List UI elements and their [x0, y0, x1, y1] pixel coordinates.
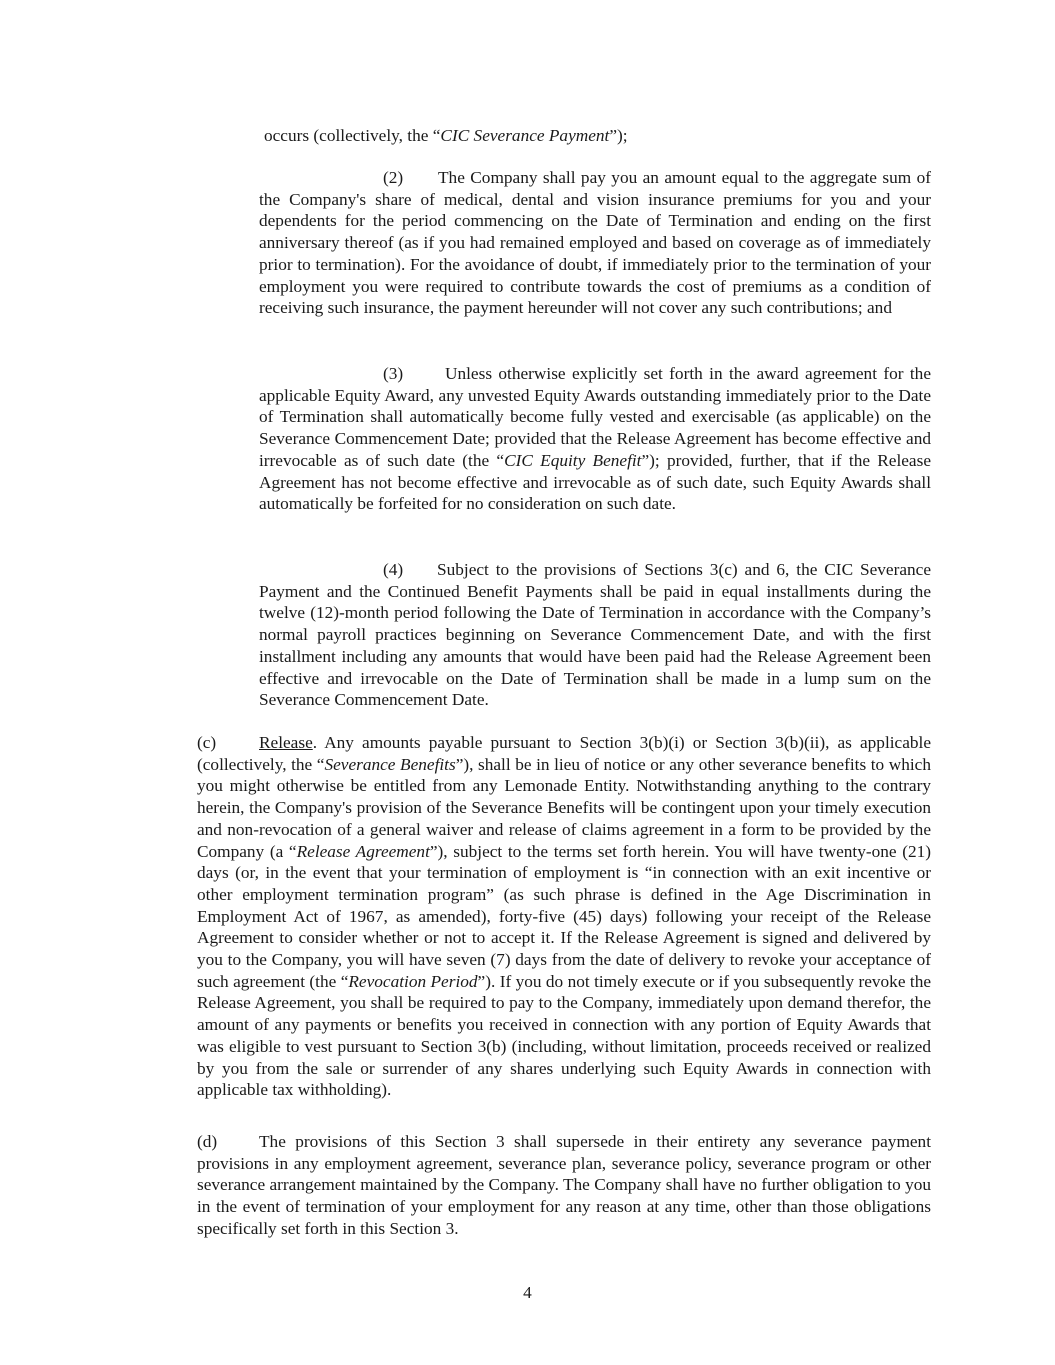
section-c-text-b: ”), shall be in lieu of notice or any other severance benefits to which you might otherwise be entitled from any Lemonade Entity. Notwithstanding anything to the contrary herein, the Company's provision of the Severance Benefits will be contingent upon your timely execution and non-revocation of a general waiver and release of claims agreement in a form to be provided by the Company (a “	[197, 754, 931, 861]
item-3-text-a: Unless otherwise explicitly set forth in the award agreement for the applicable Equity Award, any unvested Equity Awards outstanding immediately prior to the Date of Termination shall automatically become fully vested and exercisable (as applicable) on the Severance Commencement Date; provided that the Release Agreement has become effective and irrevocable as of such date (the “	[259, 364, 931, 470]
paragraph-item-3	[259, 363, 931, 515]
section-c-release	[197, 732, 931, 1101]
section-d-text: The provisions of this Section 3 shall supersede in their entirety any severance payment provisions in any employment agreement, severance plan, severance policy, severance program or other severance arrangement maintained by the Company. The Company shall have no further obligation to you in the event of termination of your employment for any reason at any time, other than those obligations specifically set forth in this Section 3.	[197, 1132, 931, 1238]
item-3-defined-term: CIC Equity Benefit	[504, 450, 642, 470]
intro-continuation	[264, 125, 628, 147]
section-c-term-revocation-period: Revocation Period	[348, 971, 478, 991]
item-3-number: (3)	[383, 364, 404, 383]
intro-defined-term: CIC Severance Payment	[440, 126, 610, 145]
paragraph-item-2	[259, 167, 931, 319]
intro-post: ”);	[609, 126, 628, 145]
section-c-text-d: ”). If you do not timely execute or if you subsequently revoke the Release Agreement, you shall be required to pay to the Company, immediately upon demand therefor, the amount of any payments or benefits you received in connection with any portion of Equity Awards that was eligible to vest pursuant to Section 3(b) (including, without limitation, proceeds received or realized by you from the sale or surrender of any shares underlying such Equity Awards in connection with applicable tax withholding).	[197, 971, 932, 1100]
item-2-text: The Company shall pay you an amount equal to the aggregate sum of the Company's share of medical, dental and vision insurance premiums for you and your dependents for the period commencing on the Date of Termination and ending on the first anniversary thereof (as if you had remained employed and based on coverage as of immediately prior to termination). For the avoidance of doubt, if immediately prior to the termination of your employment you were required to contribute towards the cost of premiums as a condition of receiving such insurance, the payment hereunder will not cover any such contributions; and	[259, 168, 931, 318]
item-4-text: Subject to the provisions of Sections 3(c) and 6, the CIC Severance Payment and the Continued Benefit Payments shall be paid in equal installments during the twelve (12)-month period following the Date of Termination in accordance with the Company’s normal payroll practices beginning on Severance Commencement Date, and with the first installment including any amounts that would have been paid had the Release Agreement been effective and irrevocable on the Date of Termination shall be made in a lump sum on the Severance Commencement Date.	[259, 560, 931, 710]
intro-pre: occurs (collectively, the “	[264, 126, 441, 145]
section-d-label: (d)	[197, 1132, 218, 1151]
paragraph-item-4	[259, 559, 931, 711]
page-number: 4	[523, 1283, 532, 1302]
section-c-heading: Release	[259, 733, 313, 752]
item-2-number: (2)	[383, 168, 404, 187]
item-3-text-b: ”); provided, further, that if the Release Agreement has not become effective and irrevocable as of such date, such Equity Awards shall automatically be forfeited for no consideration on such date.	[259, 450, 932, 514]
section-c-text-a: . Any amounts payable pursuant to Section 3(b)(i) or Section 3(b)(ii), as applicable (collectively, the “	[197, 733, 931, 774]
item-4-number: (4)	[383, 560, 404, 579]
section-c-term-severance-benefits: Severance Benefits	[324, 754, 456, 774]
section-c-term-release-agreement: Release Agreement	[296, 841, 430, 861]
section-c-text-c: ”), subject to the terms set forth herein. You will have twenty-one (21) days (or, in the event that your termination of employment is “in connection with an exit incentive or other employment termination program” (as such phrase is defined in the Age Discrimination in Employment Act of 1967, as amended), forty-five (45) days) following your receipt of the Release Agreement to consider whether or not to accept it. If the Release Agreement is signed and delivered by you to the Company, you will have seven (7) days from the date of delivery to revoke your acceptance of such agreement (the “	[197, 841, 931, 991]
section-c-label: (c)	[197, 733, 217, 752]
section-d-supersede	[197, 1131, 931, 1240]
